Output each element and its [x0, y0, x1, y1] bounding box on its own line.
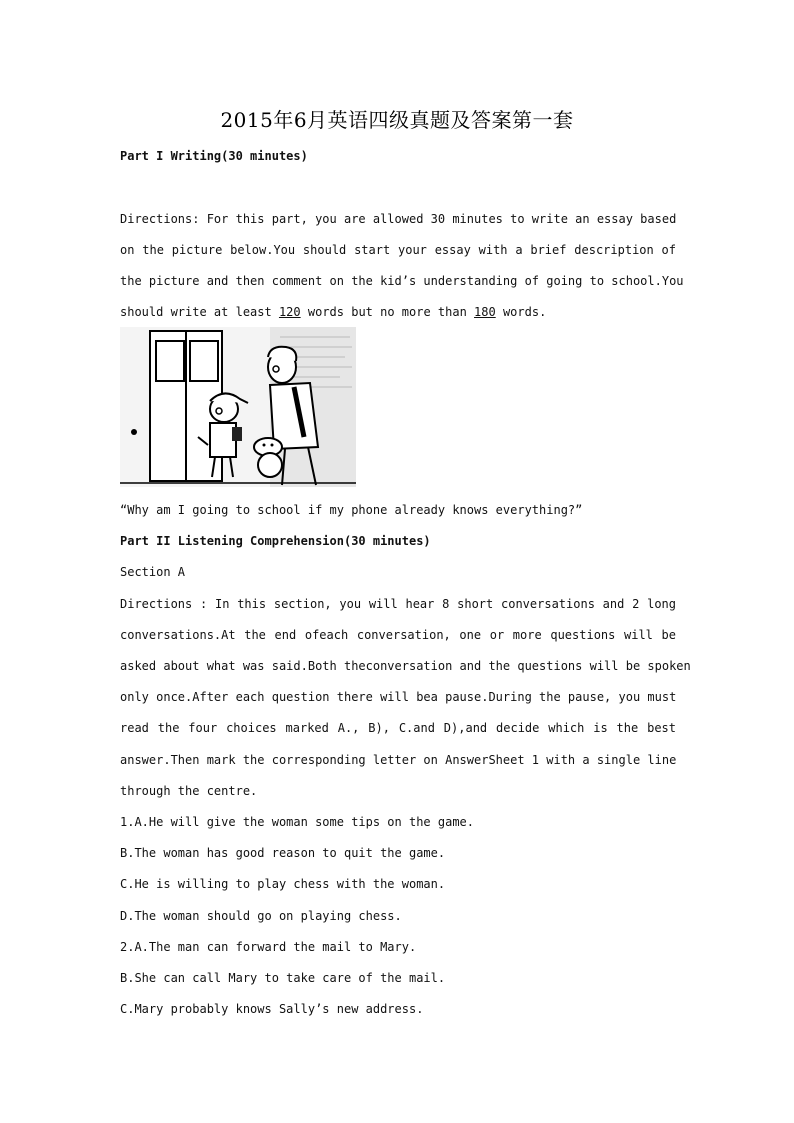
part2-directions-line: read the four choices marked A., B), C.and D),and decide which is the best	[120, 721, 676, 735]
part1-heading: Part I Writing(30 minutes)	[120, 149, 308, 163]
answer-option: B.The woman has good reason to quit the game.	[120, 846, 446, 860]
answer-option: C.Mary probably knows Sally’s new address.	[120, 1002, 424, 1016]
section-label: Section A	[120, 565, 186, 579]
word-limit-text: should write at least	[120, 305, 279, 319]
answer-option: 2.A.The man can forward the mail to Mary.	[120, 940, 417, 954]
part2-heading: Part II Listening Comprehension(30 minutes)	[120, 534, 431, 548]
word-limit-text: words but no more than	[300, 305, 475, 319]
part1-directions-line: the picture and then comment on the kid’s understanding of going to school.You	[120, 274, 684, 288]
part2-directions-line: answer.Then mark the corresponding letter on AnswerSheet 1 with a single line	[120, 753, 677, 767]
part2-directions-line: Directions : In this section, you will hear 8 short conversations and 2 long	[120, 597, 676, 611]
min-words: 120	[278, 305, 301, 319]
page-title: 2015年6月英语四级真题及答案第一套	[220, 108, 574, 132]
answer-option: 1.A.He will give the woman some tips on the game.	[120, 815, 475, 829]
cartoon-caption: “Why am I going to school if my phone already knows everything?”	[120, 503, 583, 517]
cartoon-illustration	[120, 327, 356, 487]
part2-directions-line: only once.After each question there will bea pause.During the pause, you must	[120, 690, 677, 704]
part2-directions-line: through the centre.	[120, 784, 258, 798]
word-limit-text: words.	[495, 305, 547, 319]
part2-directions-line: asked about what was said.Both theconversation and the questions will be spoken	[120, 659, 691, 673]
max-words: 180	[474, 305, 496, 319]
part1-directions-line: Directions: For this part, you are allowed 30 minutes to write an essay based	[120, 212, 677, 226]
answer-option: C.He is willing to play chess with the woman.	[120, 877, 446, 891]
part1-directions-line: on the picture below.You should start your essay with a brief description of	[120, 243, 676, 257]
part1-directions-line	[120, 305, 676, 319]
part2-directions-line: conversations.At the end ofeach conversation, one or more questions will be	[120, 628, 676, 642]
answer-option: B.She can call Mary to take care of the mail.	[120, 971, 446, 985]
answer-option: D.The woman should go on playing chess.	[120, 909, 402, 923]
